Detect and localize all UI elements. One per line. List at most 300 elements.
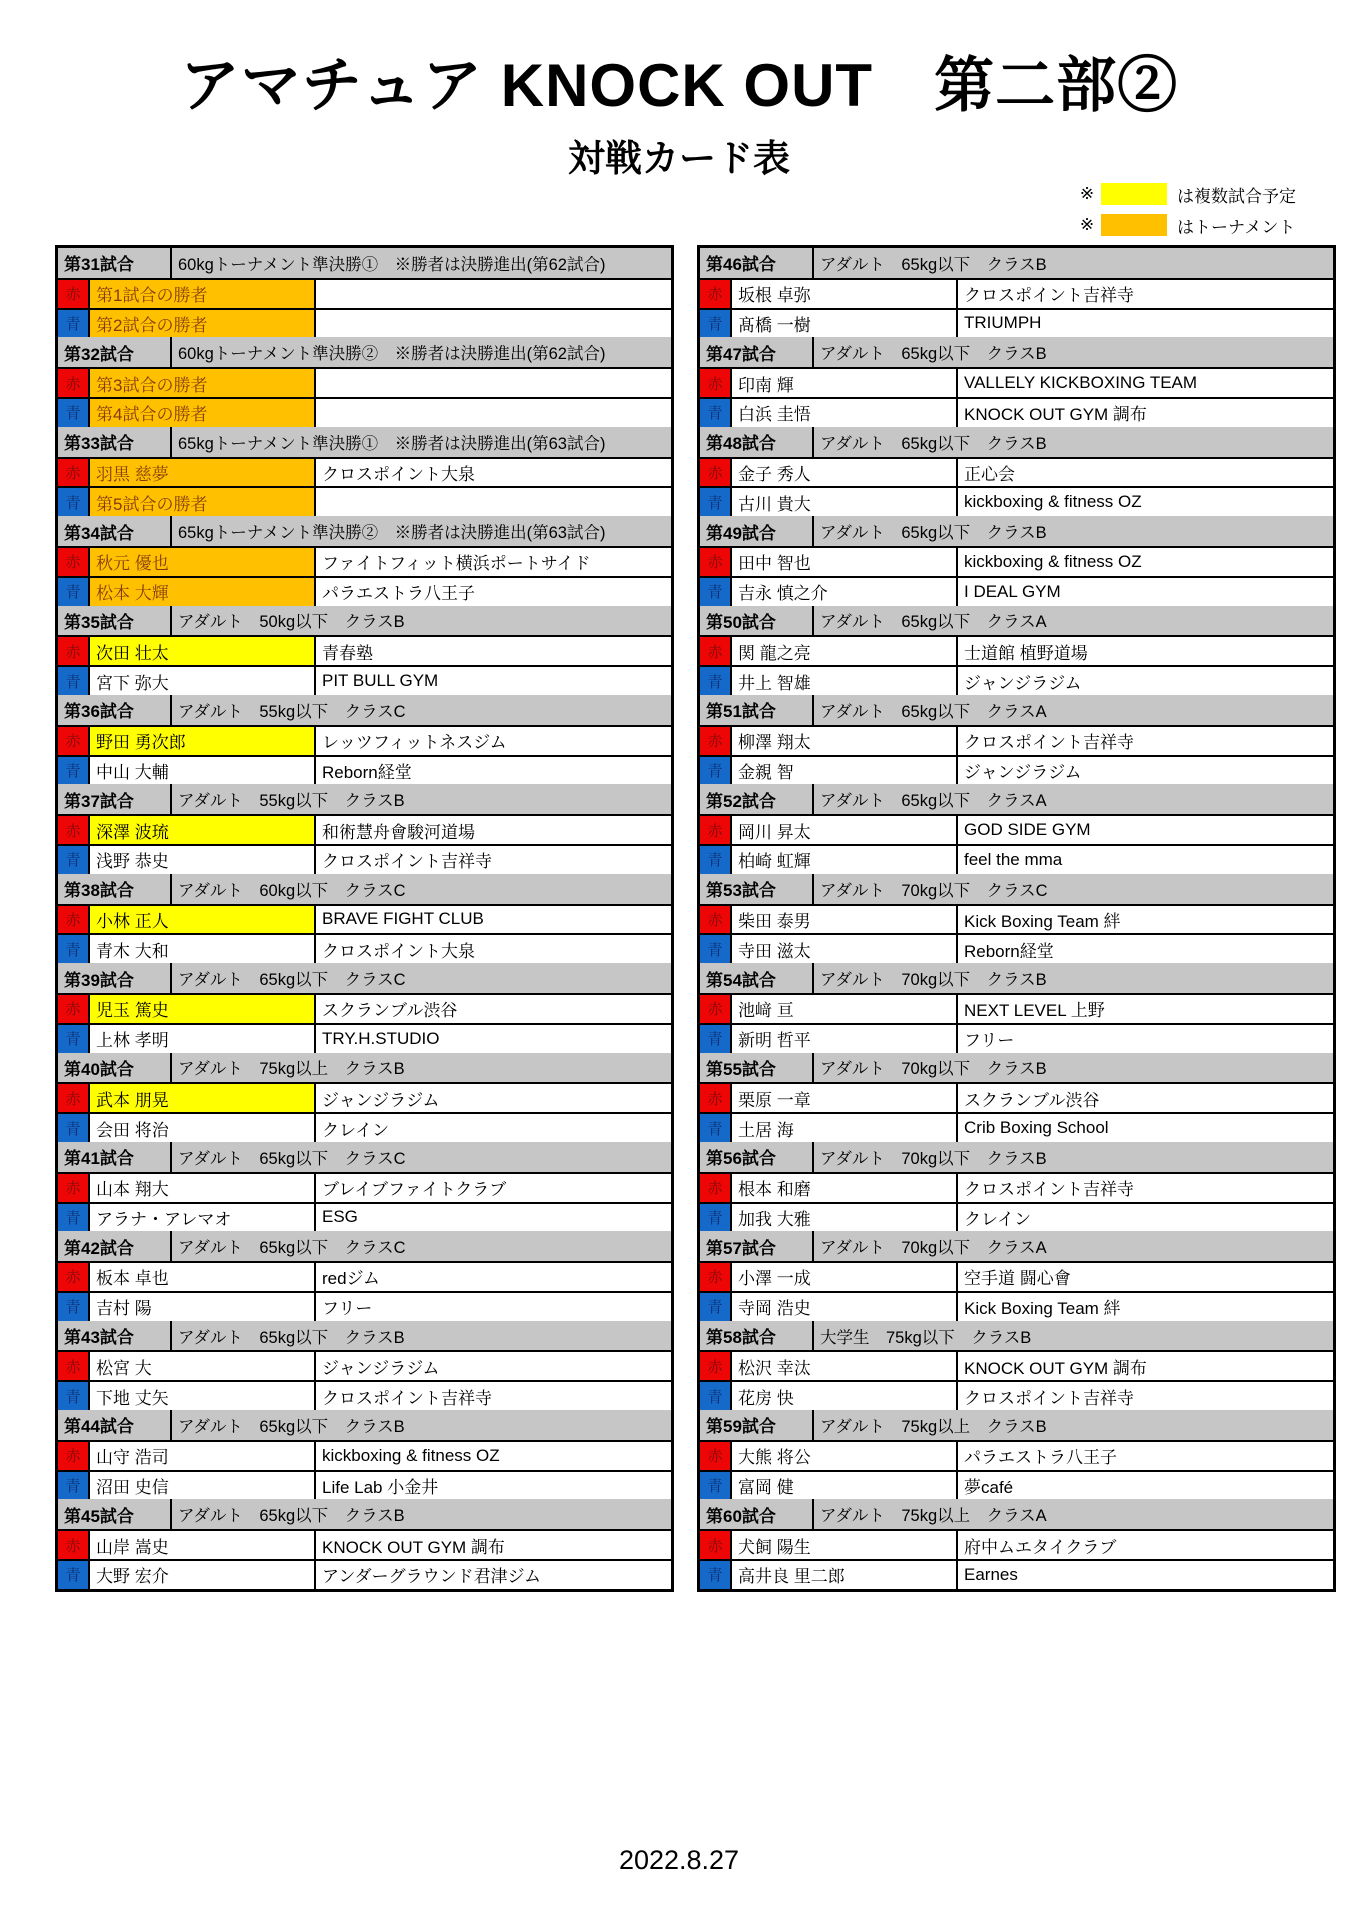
fighter-name-cell: 花房 快	[730, 1382, 956, 1410]
gym-cell: I DEAL GYM	[956, 578, 1333, 606]
match-header-row	[700, 337, 1333, 367]
fighter-name-cell: 羽黒 慈夢	[88, 459, 314, 487]
fighter-name-cell: 松本 大輝	[88, 578, 314, 606]
match-description-cell: アダルト 65kg以下 クラスB	[812, 427, 1333, 457]
red-corner-row	[58, 814, 671, 844]
gym-cell: KNOCK OUT GYM 調布	[314, 1531, 671, 1559]
fighter-name-cell: 松沢 幸汰	[730, 1352, 956, 1380]
legend-label: はトーナメント	[1177, 217, 1296, 237]
fight-table-left	[55, 245, 674, 1592]
match-header-row	[700, 1321, 1333, 1351]
match-number-cell: 第47試合	[700, 337, 812, 367]
match-number-cell: 第37試合	[58, 784, 170, 814]
fighter-name-cell: 富岡 健	[730, 1472, 956, 1500]
asterisk-marker: ※	[1079, 215, 1095, 234]
match-description-cell: アダルト 70kg以下 クラスB	[812, 1053, 1333, 1083]
red-corner-row	[700, 814, 1333, 844]
gym-cell: クレイン	[314, 1114, 671, 1142]
red-corner-badge: 赤	[58, 816, 88, 844]
fighter-name-cell: 山本 翔大	[88, 1174, 314, 1202]
blue-corner-badge: 青	[58, 846, 88, 874]
fighter-name-cell: 印南 輝	[730, 369, 956, 397]
fighter-name-cell: 小林 正人	[88, 906, 314, 934]
match-block	[700, 963, 1333, 1052]
blue-corner-badge: 青	[58, 1561, 88, 1589]
blue-corner-badge: 青	[58, 1204, 88, 1232]
match-block	[700, 248, 1333, 337]
gym-cell: 青春塾	[314, 637, 671, 665]
match-header-row	[700, 427, 1333, 457]
fighter-name-cell: 上林 孝明	[88, 1025, 314, 1053]
gym-cell: パラエストラ八王子	[314, 578, 671, 606]
blue-corner-row	[700, 1291, 1333, 1321]
blue-corner-badge: 青	[58, 935, 88, 963]
match-number-cell: 第50試合	[700, 606, 812, 636]
fighter-name-cell: 第1試合の勝者	[88, 280, 314, 308]
match-block	[700, 1410, 1333, 1499]
match-description-cell: アダルト 50kg以下 クラスB	[170, 606, 671, 636]
blue-corner-row	[58, 665, 671, 695]
blue-corner-badge: 青	[58, 1382, 88, 1410]
fighter-name-cell: 宮下 弥大	[88, 667, 314, 695]
blue-corner-row	[58, 397, 671, 427]
match-header-row	[58, 1053, 671, 1083]
red-corner-badge: 赤	[58, 1174, 88, 1202]
red-corner-row	[700, 278, 1333, 308]
match-number-cell: 第52試合	[700, 784, 812, 814]
match-header-row	[58, 1321, 671, 1351]
orange-swatch	[1101, 214, 1167, 236]
blue-corner-row	[700, 1470, 1333, 1500]
red-corner-row	[700, 1261, 1333, 1291]
red-corner-badge: 赤	[700, 1084, 730, 1112]
fighter-name-cell: 第3試合の勝者	[88, 369, 314, 397]
blue-corner-row	[58, 1202, 671, 1232]
gym-cell: Life Lab 小金井	[314, 1472, 671, 1500]
fighter-name-cell: 山岸 嵩史	[88, 1531, 314, 1559]
gym-cell: KNOCK OUT GYM 調布	[956, 1352, 1333, 1380]
fighter-name-cell: 髙橋 一樹	[730, 310, 956, 338]
blue-corner-row	[58, 1470, 671, 1500]
fighter-name-cell: 次田 壮太	[88, 637, 314, 665]
match-header-row	[700, 784, 1333, 814]
match-header-row	[58, 784, 671, 814]
match-description-cell: アダルト 70kg以下 クラスA	[812, 1231, 1333, 1261]
red-corner-badge: 赤	[58, 1084, 88, 1112]
red-corner-badge: 赤	[700, 816, 730, 844]
match-number-cell: 第56試合	[700, 1142, 812, 1172]
blue-corner-badge: 青	[700, 846, 730, 874]
red-corner-badge: 赤	[700, 1531, 730, 1559]
gym-cell: BRAVE FIGHT CLUB	[314, 906, 671, 934]
blue-corner-row	[700, 755, 1333, 785]
gym-cell: GOD SIDE GYM	[956, 816, 1333, 844]
red-corner-badge: 赤	[700, 727, 730, 755]
match-block	[700, 784, 1333, 873]
match-block	[58, 1231, 671, 1320]
match-description-cell: アダルト 75kg以上 クラスB	[170, 1053, 671, 1083]
red-corner-row	[58, 546, 671, 576]
gym-cell: kickboxing & fitness OZ	[956, 548, 1333, 576]
red-corner-badge: 赤	[58, 727, 88, 755]
blue-corner-badge: 青	[58, 578, 88, 606]
blue-corner-badge: 青	[700, 1114, 730, 1142]
fighter-name-cell: 第5試合の勝者	[88, 488, 314, 516]
blue-corner-badge: 青	[58, 310, 88, 338]
match-number-cell: 第31試合	[58, 248, 170, 278]
blue-corner-badge: 青	[58, 1472, 88, 1500]
gym-cell: ESG	[314, 1204, 671, 1232]
gym-cell	[314, 280, 671, 308]
asterisk-marker: ※	[1079, 184, 1095, 203]
match-block	[58, 427, 671, 516]
gym-cell: Earnes	[956, 1561, 1333, 1589]
blue-corner-row	[58, 308, 671, 338]
blue-corner-badge: 青	[58, 757, 88, 785]
fighter-name-cell: 浅野 恭史	[88, 846, 314, 874]
fighter-name-cell: 板本 卓也	[88, 1263, 314, 1291]
gym-cell: TRY.H.STUDIO	[314, 1025, 671, 1053]
fighter-name-cell: 大熊 将公	[730, 1442, 956, 1470]
fighter-name-cell: 加我 大雅	[730, 1204, 956, 1232]
match-description-cell: アダルト 65kg以下 クラスA	[812, 695, 1333, 725]
gym-cell: フリー	[314, 1293, 671, 1321]
blue-corner-badge: 青	[700, 1472, 730, 1500]
match-block	[700, 1053, 1333, 1142]
red-corner-badge: 赤	[700, 548, 730, 576]
blue-corner-row	[58, 486, 671, 516]
gym-cell: feel the mma	[956, 846, 1333, 874]
fighter-name-cell: 山守 浩司	[88, 1442, 314, 1470]
fighter-name-cell: 児玉 篤史	[88, 995, 314, 1023]
gym-cell: フリー	[956, 1025, 1333, 1053]
red-corner-badge: 赤	[700, 280, 730, 308]
red-corner-row	[58, 993, 671, 1023]
fighter-name-cell: 土居 海	[730, 1114, 956, 1142]
red-corner-row	[700, 546, 1333, 576]
match-header-row	[58, 248, 671, 278]
match-header-row	[700, 1142, 1333, 1172]
blue-corner-badge: 青	[700, 488, 730, 516]
fighter-name-cell: 柳澤 翔太	[730, 727, 956, 755]
match-number-cell: 第54試合	[700, 963, 812, 993]
blue-corner-row	[58, 1559, 671, 1589]
match-description-cell: 65kgトーナメント準決勝① ※勝者は決勝進出(第63試合)	[170, 427, 671, 457]
red-corner-badge: 赤	[58, 995, 88, 1023]
match-header-row	[700, 516, 1333, 546]
match-number-cell: 第32試合	[58, 337, 170, 367]
gym-cell: kickboxing & fitness OZ	[314, 1442, 671, 1470]
match-number-cell: 第44試合	[58, 1410, 170, 1440]
match-number-cell: 第53試合	[700, 874, 812, 904]
match-block	[58, 516, 671, 605]
red-corner-badge: 赤	[700, 1442, 730, 1470]
red-corner-badge: 赤	[58, 459, 88, 487]
match-number-cell: 第57試合	[700, 1231, 812, 1261]
gym-cell: ブレイブファイトクラブ	[314, 1174, 671, 1202]
fighter-name-cell: 大野 宏介	[88, 1561, 314, 1589]
blue-corner-row	[58, 1023, 671, 1053]
red-corner-row	[58, 904, 671, 934]
gym-cell: 府中ムエタイクラブ	[956, 1531, 1333, 1559]
match-block	[58, 874, 671, 963]
match-description-cell: アダルト 65kg以下 クラスB	[170, 1410, 671, 1440]
match-block	[700, 516, 1333, 605]
legend	[1073, 182, 1296, 237]
match-block	[58, 1499, 671, 1588]
red-corner-row	[58, 1261, 671, 1291]
red-corner-badge: 赤	[700, 369, 730, 397]
gym-cell: 空手道 闘心會	[956, 1263, 1333, 1291]
blue-corner-badge: 青	[58, 488, 88, 516]
fighter-name-cell: 第4試合の勝者	[88, 399, 314, 427]
red-corner-row	[700, 1529, 1333, 1559]
match-header-row	[58, 516, 671, 546]
match-number-cell: 第46試合	[700, 248, 812, 278]
fighter-name-cell: 新明 哲平	[730, 1025, 956, 1053]
match-number-cell: 第45試合	[58, 1499, 170, 1529]
event-date: 2022.8.27	[618, 1845, 740, 1875]
match-header-row	[700, 1410, 1333, 1440]
match-header-row	[700, 963, 1333, 993]
fighter-name-cell: 武本 朋晃	[88, 1084, 314, 1112]
blue-corner-row	[700, 1112, 1333, 1142]
red-corner-badge: 赤	[700, 995, 730, 1023]
fighter-name-cell: 秋元 優也	[88, 548, 314, 576]
match-header-row	[700, 1231, 1333, 1261]
match-description-cell: アダルト 75kg以上 クラスA	[812, 1499, 1333, 1529]
match-block	[58, 1410, 671, 1499]
red-corner-badge: 赤	[58, 548, 88, 576]
gym-cell: Kick Boxing Team 絆	[956, 1293, 1333, 1321]
match-block	[58, 337, 671, 426]
blue-corner-badge: 青	[700, 1204, 730, 1232]
match-description-cell: アダルト 65kg以下 クラスB	[812, 516, 1333, 546]
match-number-cell: 第49試合	[700, 516, 812, 546]
match-header-row	[700, 695, 1333, 725]
match-description-cell: アダルト 65kg以下 クラスC	[170, 1142, 671, 1172]
blue-corner-row	[700, 844, 1333, 874]
red-corner-row	[58, 367, 671, 397]
match-description-cell: アダルト 75kg以上 クラスB	[812, 1410, 1333, 1440]
match-header-row	[58, 1142, 671, 1172]
blue-corner-row	[58, 755, 671, 785]
match-block	[58, 606, 671, 695]
blue-corner-row	[58, 844, 671, 874]
match-description-cell: アダルト 65kg以下 クラスB	[812, 337, 1333, 367]
match-block	[58, 695, 671, 784]
gym-cell: スクランブル渋谷	[956, 1084, 1333, 1112]
blue-corner-row	[700, 933, 1333, 963]
match-header-row	[700, 606, 1333, 636]
yellow-swatch	[1101, 183, 1167, 205]
red-corner-row	[58, 635, 671, 665]
match-description-cell: アダルト 60kg以下 クラスC	[170, 874, 671, 904]
match-description-cell: アダルト 55kg以下 クラスB	[170, 784, 671, 814]
match-block	[58, 1142, 671, 1231]
blue-corner-badge: 青	[58, 399, 88, 427]
fighter-name-cell: 松宮 大	[88, 1352, 314, 1380]
fighter-name-cell: 古川 貴大	[730, 488, 956, 516]
red-corner-row	[58, 1529, 671, 1559]
match-description-cell: 60kgトーナメント準決勝② ※勝者は決勝進出(第62試合)	[170, 337, 671, 367]
match-number-cell: 第43試合	[58, 1321, 170, 1351]
gym-cell: クレイン	[956, 1204, 1333, 1232]
fighter-name-cell: 深澤 波琉	[88, 816, 314, 844]
match-block	[58, 784, 671, 873]
blue-corner-badge: 青	[700, 757, 730, 785]
gym-cell: kickboxing & fitness OZ	[956, 488, 1333, 516]
red-corner-badge: 赤	[700, 1174, 730, 1202]
gym-cell: 正心会	[956, 459, 1333, 487]
match-number-cell: 第33試合	[58, 427, 170, 457]
match-description-cell: アダルト 65kg以下 クラスA	[812, 606, 1333, 636]
match-number-cell: 第60試合	[700, 1499, 812, 1529]
fighter-name-cell: 池﨑 亘	[730, 995, 956, 1023]
red-corner-row	[58, 725, 671, 755]
gym-cell: クロスポイント吉祥寺	[956, 1382, 1333, 1410]
match-description-cell: アダルト 65kg以下 クラスA	[812, 784, 1333, 814]
blue-corner-badge: 青	[700, 667, 730, 695]
match-description-cell: 60kgトーナメント準決勝① ※勝者は決勝進出(第62試合)	[170, 248, 671, 278]
page-title: アマチュア KNOCK OUT 第二部②	[179, 52, 1179, 119]
gym-cell: クロスポイント吉祥寺	[314, 1382, 671, 1410]
gym-cell: ファイトフィット横浜ポートサイド	[314, 548, 671, 576]
match-number-cell: 第42試合	[58, 1231, 170, 1261]
red-corner-badge: 赤	[700, 459, 730, 487]
red-corner-badge: 赤	[58, 1531, 88, 1559]
red-corner-row	[700, 1172, 1333, 1202]
legend-item-tournament	[1073, 213, 1296, 237]
blue-corner-row	[58, 1291, 671, 1321]
match-header-row	[700, 248, 1333, 278]
fighter-name-cell: 根本 和磨	[730, 1174, 956, 1202]
red-corner-row	[58, 278, 671, 308]
blue-corner-badge: 青	[58, 667, 88, 695]
blue-corner-row	[700, 397, 1333, 427]
match-block	[700, 695, 1333, 784]
fighter-name-cell: 井上 智雄	[730, 667, 956, 695]
gym-cell: ジャンジラジム	[314, 1352, 671, 1380]
gym-cell: 夢café	[956, 1472, 1333, 1500]
blue-corner-row	[700, 1023, 1333, 1053]
fighter-name-cell: 沼田 史信	[88, 1472, 314, 1500]
gym-cell: NEXT LEVEL 上野	[956, 995, 1333, 1023]
gym-cell: VALLELY KICKBOXING TEAM	[956, 369, 1333, 397]
match-header-row	[58, 1231, 671, 1261]
match-description-cell: アダルト 65kg以下 クラスB	[170, 1499, 671, 1529]
fighter-name-cell: 第2試合の勝者	[88, 310, 314, 338]
red-corner-badge: 赤	[700, 1263, 730, 1291]
match-description-cell: アダルト 70kg以下 クラスC	[812, 874, 1333, 904]
match-description-cell: アダルト 65kg以下 クラスB	[170, 1321, 671, 1351]
match-description-cell: アダルト 65kg以下 クラスC	[170, 963, 671, 993]
fight-table-right	[697, 245, 1336, 1592]
red-corner-row	[700, 725, 1333, 755]
fighter-name-cell: 中山 大輔	[88, 757, 314, 785]
red-corner-row	[700, 1082, 1333, 1112]
gym-cell: クロスポイント吉祥寺	[956, 280, 1333, 308]
match-description-cell: アダルト 70kg以下 クラスB	[812, 1142, 1333, 1172]
match-block	[700, 1142, 1333, 1231]
blue-corner-badge: 青	[700, 1561, 730, 1589]
match-block	[700, 1499, 1333, 1588]
gym-cell: 士道館 植野道場	[956, 637, 1333, 665]
match-number-cell: 第58試合	[700, 1321, 812, 1351]
match-number-cell: 第39試合	[58, 963, 170, 993]
red-corner-badge: 赤	[58, 1442, 88, 1470]
red-corner-badge: 赤	[58, 1352, 88, 1380]
match-header-row	[58, 606, 671, 636]
gym-cell: ジャンジラジム	[956, 757, 1333, 785]
blue-corner-row	[700, 576, 1333, 606]
match-header-row	[58, 874, 671, 904]
match-header-row	[700, 1499, 1333, 1529]
gym-cell: Crib Boxing School	[956, 1114, 1333, 1142]
blue-corner-badge: 青	[700, 1382, 730, 1410]
blue-corner-row	[58, 933, 671, 963]
match-number-cell: 第34試合	[58, 516, 170, 546]
match-block	[700, 1231, 1333, 1320]
red-corner-badge: 赤	[700, 637, 730, 665]
match-block	[58, 1053, 671, 1142]
match-number-cell: 第38試合	[58, 874, 170, 904]
blue-corner-row	[700, 1380, 1333, 1410]
fighter-name-cell: 下地 丈矢	[88, 1382, 314, 1410]
page-subtitle: 対戦カード表	[568, 138, 790, 179]
match-header-row	[700, 1053, 1333, 1083]
red-corner-row	[58, 457, 671, 487]
red-corner-row	[700, 904, 1333, 934]
legend-label: は複数試合予定	[1177, 186, 1296, 206]
blue-corner-row	[700, 486, 1333, 516]
red-corner-row	[58, 1172, 671, 1202]
fighter-name-cell: 犬飼 陽生	[730, 1531, 956, 1559]
gym-cell: クロスポイント大泉	[314, 459, 671, 487]
gym-cell	[314, 488, 671, 516]
fighter-name-cell: アラナ・アレマオ	[88, 1204, 314, 1232]
blue-corner-badge: 青	[700, 1293, 730, 1321]
blue-corner-badge: 青	[58, 1025, 88, 1053]
gym-cell: スクランブル渋谷	[314, 995, 671, 1023]
red-corner-badge: 赤	[58, 637, 88, 665]
fighter-name-cell: 関 龍之亮	[730, 637, 956, 665]
fighter-name-cell: 野田 勇次郎	[88, 727, 314, 755]
match-description-cell: 65kgトーナメント準決勝② ※勝者は決勝進出(第63試合)	[170, 516, 671, 546]
match-header-row	[58, 695, 671, 725]
fighter-name-cell: 吉永 慎之介	[730, 578, 956, 606]
match-header-row	[58, 427, 671, 457]
blue-corner-row	[700, 1559, 1333, 1589]
gym-cell: クロスポイント吉祥寺	[956, 1174, 1333, 1202]
match-number-cell: 第35試合	[58, 606, 170, 636]
match-block	[58, 1321, 671, 1410]
blue-corner-row	[700, 665, 1333, 695]
match-description-cell: アダルト 55kg以下 クラスC	[170, 695, 671, 725]
match-block	[700, 606, 1333, 695]
gym-cell: パラエストラ八王子	[956, 1442, 1333, 1470]
blue-corner-badge: 青	[700, 1025, 730, 1053]
match-block	[700, 874, 1333, 963]
blue-corner-row	[700, 1202, 1333, 1232]
gym-cell: Reborn経堂	[956, 935, 1333, 963]
gym-cell	[314, 310, 671, 338]
fighter-name-cell: 坂根 卓弥	[730, 280, 956, 308]
red-corner-row	[700, 1440, 1333, 1470]
blue-corner-row	[58, 1112, 671, 1142]
match-header-row	[58, 1499, 671, 1529]
gym-cell: レッツフィットネスジム	[314, 727, 671, 755]
